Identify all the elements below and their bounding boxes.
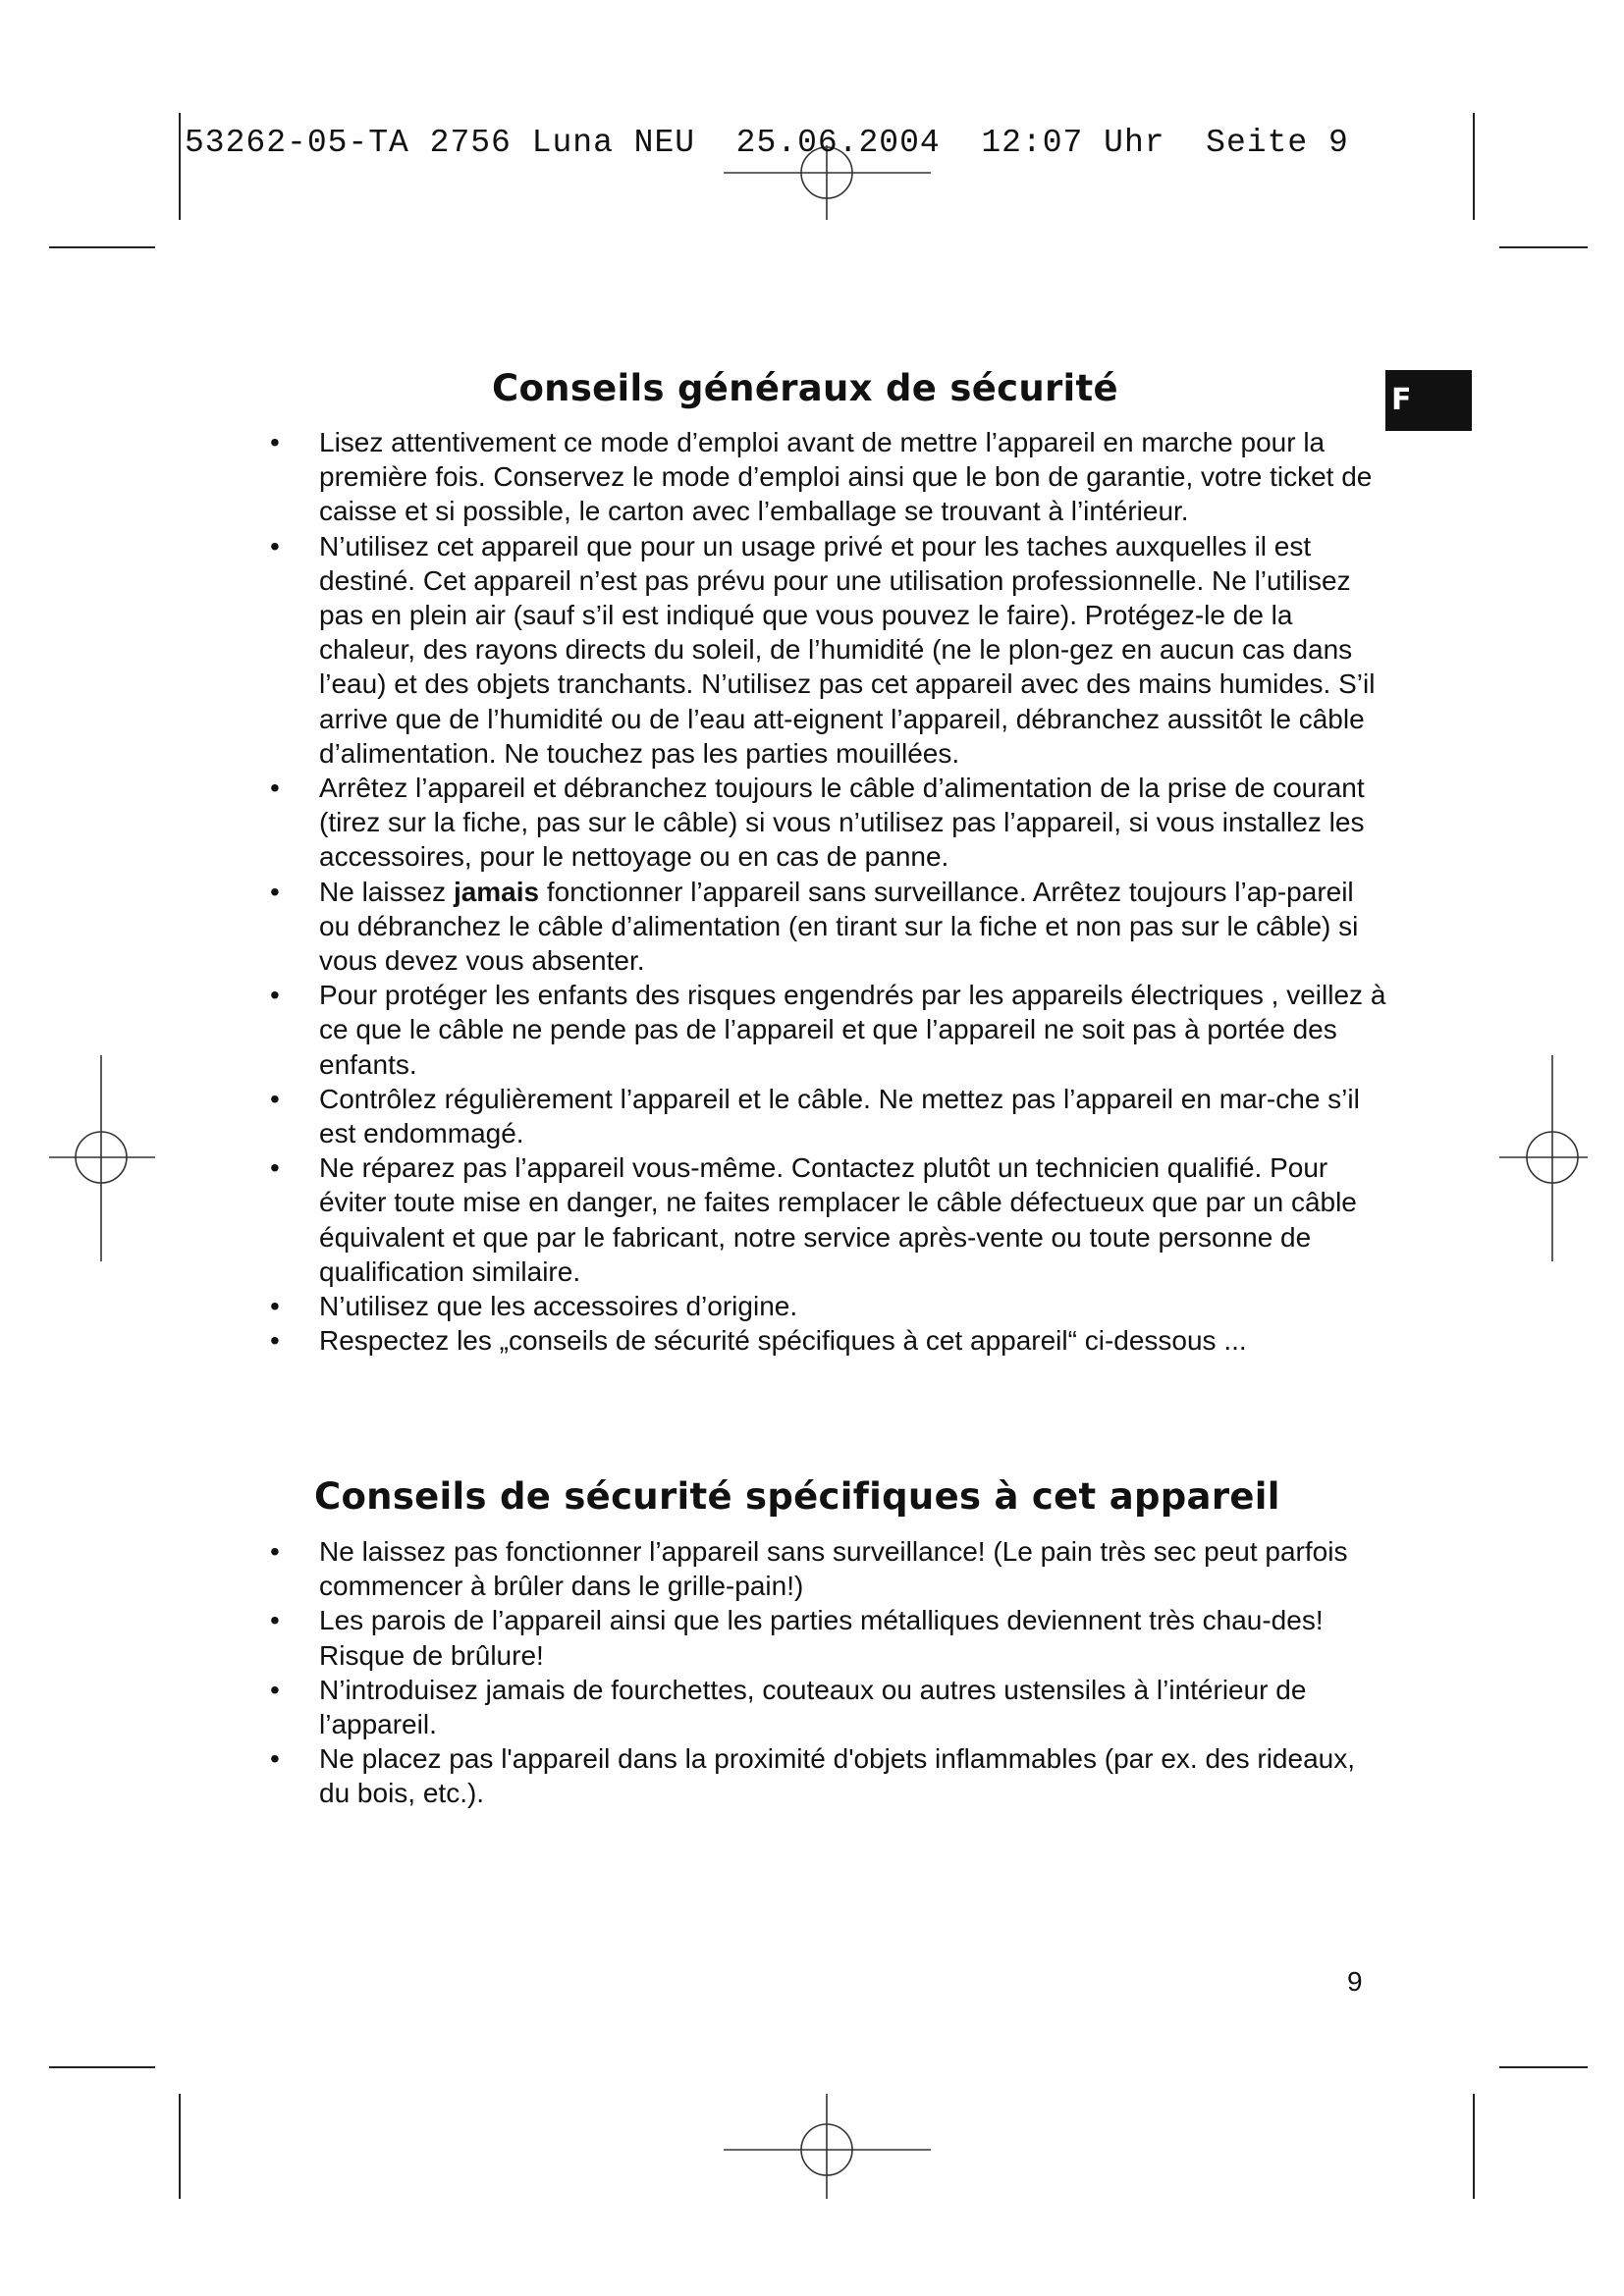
list-item-text: Ne laissez pas fonctionner l’appareil sans surveillance! (Le pain très sec peut parfois commencer à brûler dans le grille-pain!) xyxy=(319,1536,1348,1602)
bullet: • xyxy=(270,1674,280,1705)
list-item-text: Ne laissez xyxy=(319,876,454,907)
list-item-text: Ne placez pas l'appareil dans la proximité d'objets inflammables (par ex. des rideaux, du bois, etc.). xyxy=(319,1743,1356,1809)
registration-target-icon xyxy=(1499,1055,1588,1261)
bullet: • xyxy=(270,1536,280,1567)
list-item-text: Lisez attentivement ce mode d’emploi avant de mettre l’appareil en marche pour la première fois. Conservez le mode d’emploi ainsi que le bon de garantie, votre ticket de caisse et si possible, le carton avec l’emballage se trouvant à l’intérieur. xyxy=(319,427,1373,527)
list-item xyxy=(267,1673,1386,1741)
list-item-text: N’introduisez jamais de fourchettes, couteaux ou autres ustensiles à l’intérieur de l’appareil. xyxy=(319,1674,1307,1740)
list-item xyxy=(267,978,1386,1082)
list-item-text: Contrôlez régulièrement l’appareil et le câble. Ne mettez pas l’appareil en mar-che s’il est endommagé. xyxy=(319,1083,1360,1149)
section-title-general-safety: Conseils généraux de sécurité xyxy=(492,367,1118,409)
emphasis-text: jamais xyxy=(453,876,540,907)
registration-target-icon xyxy=(49,1055,155,1261)
list-item xyxy=(267,1603,1386,1672)
bullet: • xyxy=(270,1152,280,1184)
list-item xyxy=(267,1534,1386,1603)
bullet: • xyxy=(270,1291,280,1322)
registration-target-icon xyxy=(724,2094,931,2199)
bullet: • xyxy=(270,980,280,1011)
bullet: • xyxy=(270,1325,280,1357)
print-slug-line: 53262-05-TA 2756 Luna NEU 25.06.2004 12:07 Uhr Seite 9 xyxy=(185,125,1349,161)
list-item xyxy=(267,1082,1386,1150)
list-item xyxy=(267,875,1386,979)
list-item-text: Ne réparez pas l’appareil vous-même. Contactez plutôt un technicien qualifié. Pour éviter toute mise en danger, ne faites remplacer le câble défectueux que par un câble équivalent et que par le fabricant, notre service après-vente ou toute personne de qualification similaire. xyxy=(319,1152,1357,1287)
language-tab: F xyxy=(1385,370,1472,431)
list-item xyxy=(267,529,1386,771)
list-item xyxy=(267,425,1386,529)
specific-safety-list xyxy=(267,1534,1386,1811)
list-item-text: N’utilisez que les accessoires d’origine. xyxy=(319,1291,798,1322)
list-item xyxy=(267,1150,1386,1289)
section-title-specific-safety: Conseils de sécurité spécifiques à cet appareil xyxy=(314,1475,1280,1518)
list-item xyxy=(267,1289,1386,1323)
list-item xyxy=(267,771,1386,875)
list-item-text: N’utilisez cet appareil que pour un usage privé et pour les taches auxquelles il est destiné. Cet appareil n’est pas prévu pour une utilisation professionnelle. Ne l’utilisez pas en plein air (sauf s’il est indiqué que vous pouvez le faire). Protégez-le de la chaleur, des rayons directs du soleil, de l’humidité (ne le plon-gez en aucun cas dans l’eau) et des objets tranchants. N’utilisez pas cet appareil avec des mains humides. S’il arrive que de l’humidité ou de l’eau att-eignent l’appareil, débranchez aussitôt le câble d’alimentation. Ne touchez pas les parties mouillées. xyxy=(319,530,1376,769)
list-item-text: Respectez les „conseils de sécurité spécifiques à cet appareil“ ci-dessous ... xyxy=(319,1325,1247,1357)
list-item-text: Arrêtez l’appareil et débranchez toujours le câble d’alimentation de la prise de courant (tirez sur la fiche, pas sur le câble) si vous n’utilisez pas l’appareil, si vous installez les accessoires, pour le nettoyage ou en cas de panne. xyxy=(319,773,1365,873)
list-item-text: Pour protéger les enfants des risques engendrés par les appareils électriques , veillez à ce que le câble ne pende pas de l’appareil et que l’appareil ne soit pas à portée des enfants. xyxy=(319,980,1386,1080)
bullet: • xyxy=(270,773,280,804)
list-item xyxy=(267,1323,1386,1358)
bullet: • xyxy=(270,1605,280,1636)
bullet: • xyxy=(270,1743,280,1775)
bullet: • xyxy=(270,427,280,457)
bullet: • xyxy=(270,530,280,561)
bullet: • xyxy=(270,1083,280,1114)
page-number: 9 xyxy=(1347,1966,1363,1997)
general-safety-list xyxy=(267,425,1386,1358)
bullet: • xyxy=(270,876,280,907)
list-item-text: fonctionner l’appareil sans surveillance. Arrêtez toujours l’ap-pareil ou débranchez le câble d’alimentation (en tirant sur la fiche et non pas sur le câble) si vous devez vous absenter. xyxy=(319,876,1359,977)
list-item xyxy=(267,1741,1386,1810)
list-item-text: Les parois de l’appareil ainsi que les parties métalliques deviennent très chau-des! Risque de brûlure! xyxy=(319,1605,1324,1671)
